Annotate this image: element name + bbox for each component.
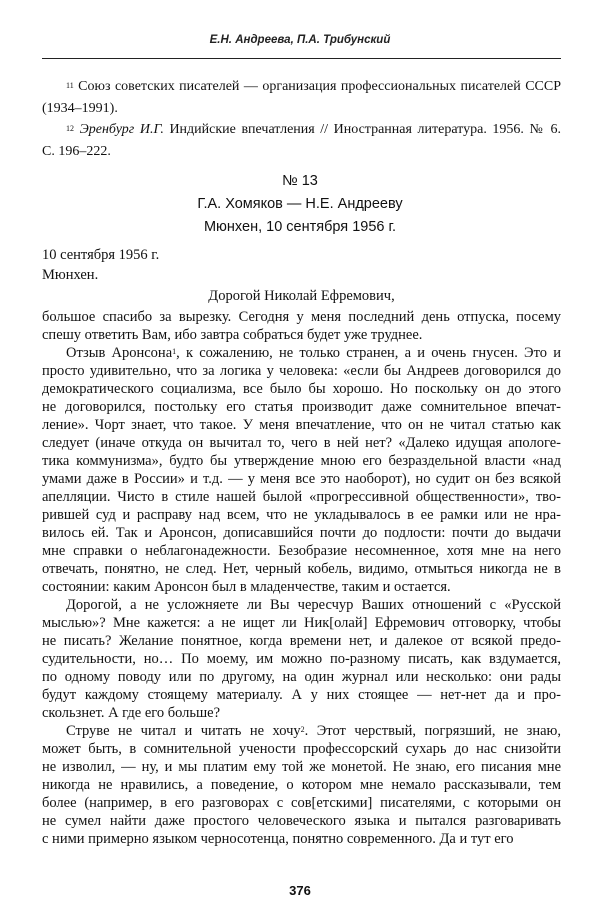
paragraph-line: вилось ей. Так и Аронсон, дописавшийся почти до подлости: почти до выдачи — [42, 525, 561, 541]
footnote-author: Эренбург И.Г. — [79, 122, 164, 137]
paragraph-line — [42, 722, 561, 740]
paragraph-line: следует (иначе откуда он вычитал то, чего в ней нет? «Далеко идущая апологе- — [42, 435, 561, 451]
page-number: 376 — [289, 883, 311, 898]
paragraph-line: может быть, в сомнительной учености профессорский сухарь до нас снизойти — [42, 741, 561, 757]
document-place-date: Мюнхен, 10 сентября 1956 г. — [203, 219, 397, 235]
footnotes — [42, 76, 561, 162]
paragraph-line: рившей суд и расправу над всем, что не укладывалось в ее рамки или не нра- — [42, 507, 561, 523]
footnote-text: Индийские впечатления // Иностранная литература. 1956. № 6. — [169, 122, 561, 137]
paragraph — [42, 722, 561, 848]
paragraph-line: состоянии: каким Аронсон был в младенчестве, таким и остается. — [42, 579, 451, 595]
paragraph-line: демократического социализма, все было бы хорошо. Но поскольку он до этого — [42, 381, 561, 397]
paragraph-line: тика коммунизма», будто бы утверждение мною его безраздельной власти «над — [42, 453, 561, 469]
paragraph-line: с ними примерно языком черносотенца, понятно современного. Да и тут его — [42, 831, 514, 847]
document-parties: Г.А. Хомяков — Н.Е. Андрееву — [197, 196, 403, 212]
paragraph-line: по одному поводу или по другому, на один журнал или несколько: они рады — [42, 669, 561, 685]
paragraph-line: мне справки о неблагонадежности. Безобразие несомненное, хотя мне на него — [42, 543, 561, 559]
footnote-text: Союз советских писателей — организация профессиональных писателей СССР — [78, 79, 562, 94]
paragraph-line: не писать? Желание понятное, когда времени нет, и далекое от всякой предо- — [42, 633, 561, 649]
letter-greeting: Дорогой Николай Ефремович, — [208, 288, 395, 304]
paragraph-line: Дорогой, а не усложняете ли Вы чересчур Ваших отношений с «Русской — [66, 597, 561, 613]
paragraph-line: более (например, в его разговорах с сов[етскими] писателями, с которыми он — [42, 795, 561, 811]
footnote-number: 11 — [66, 81, 74, 90]
paragraph-line: никогда не нравились, а поведение, о котором мне немало рассказывали, тем — [42, 777, 561, 793]
line-text: . Этот черствый, погрязший, не знаю, — [304, 723, 561, 739]
paragraph-line: не изволил, — ну, и мы платим ему той же монетой. Не знаю, его писания мне — [42, 759, 561, 775]
footnote-11-line-1 — [42, 76, 561, 98]
running-head: Е.Н. Андреева, П.А. Трибунский — [209, 34, 391, 46]
paragraph-line: ление». Чорт знает, что такое. У меня впечатление, что он не читал статью как — [42, 417, 561, 433]
letter-paragraphs — [42, 308, 561, 848]
paragraph-line: большое спасибо за вырезку. Сегодня у меня последний день отпуска, посему — [42, 309, 561, 325]
footnote-12-line-2: С. 196–222. — [42, 143, 111, 159]
letter-date: 10 сентября 1956 г. — [42, 247, 160, 263]
footnote-11-line-2: (1934–1991). — [42, 100, 118, 116]
paragraph-line: не сумел найти даже простого человеческого языка и пытался разговаривать — [42, 813, 561, 829]
paragraph-line: отвечать, понятно, не след. Нет, черный кобель, видимо, отмыться никогда не в — [42, 561, 561, 577]
line-text: , к сожалению, не только странен, а и очень гнусен. Это и — [176, 345, 561, 361]
line-text: Отзыв Аронсона — [66, 345, 173, 361]
document-heading — [0, 170, 600, 239]
paragraph — [42, 308, 561, 344]
line-text: Струве не читал и читать не хочу — [66, 723, 301, 739]
paragraph-line: мыслью»? Мне кажется: а не ищет ли Ник[олай] Ефремович отговорку, чтобы — [42, 615, 561, 631]
footnote-12-line-1 — [42, 119, 561, 141]
paragraph-line: судительности, но… По моему, им можно по-разному писать, как вздумается, — [42, 651, 561, 667]
paragraph-line — [42, 344, 561, 362]
paragraph-line: не договорился, постольку его статья производит даже сомнительное впечат- — [42, 399, 561, 415]
paragraph-line: умами даже в России» и т.д. — у меня все это наоборот), но судит он без всякой — [42, 471, 561, 487]
document-number: № 13 — [282, 173, 318, 189]
paragraph — [42, 596, 561, 722]
paragraph-line: спешу ответить Вам, ибо завтра собраться будет уже труднее. — [42, 327, 423, 343]
footnote-ref: 1 — [172, 347, 177, 356]
paragraph-line: скользнет. А где его больше? — [42, 705, 221, 721]
letter-body — [42, 245, 561, 848]
paragraph-line: просто удивительно, что за логика у человека: «если бы Андреев договорился до — [42, 363, 561, 379]
letter-place: Мюнхен. — [42, 267, 99, 283]
paragraph-line: будут каждому стоящему материалу. А у них стоящее — нет-нет да и про- — [42, 687, 561, 703]
footnote-ref: 2 — [300, 725, 305, 734]
paragraph-line: апелляции. Чисто в стиле нашей былой «прогрессивной общественности», тво- — [42, 489, 561, 505]
header-rule — [42, 58, 561, 59]
paragraph — [42, 344, 561, 596]
footnote-number: 12 — [66, 124, 74, 133]
